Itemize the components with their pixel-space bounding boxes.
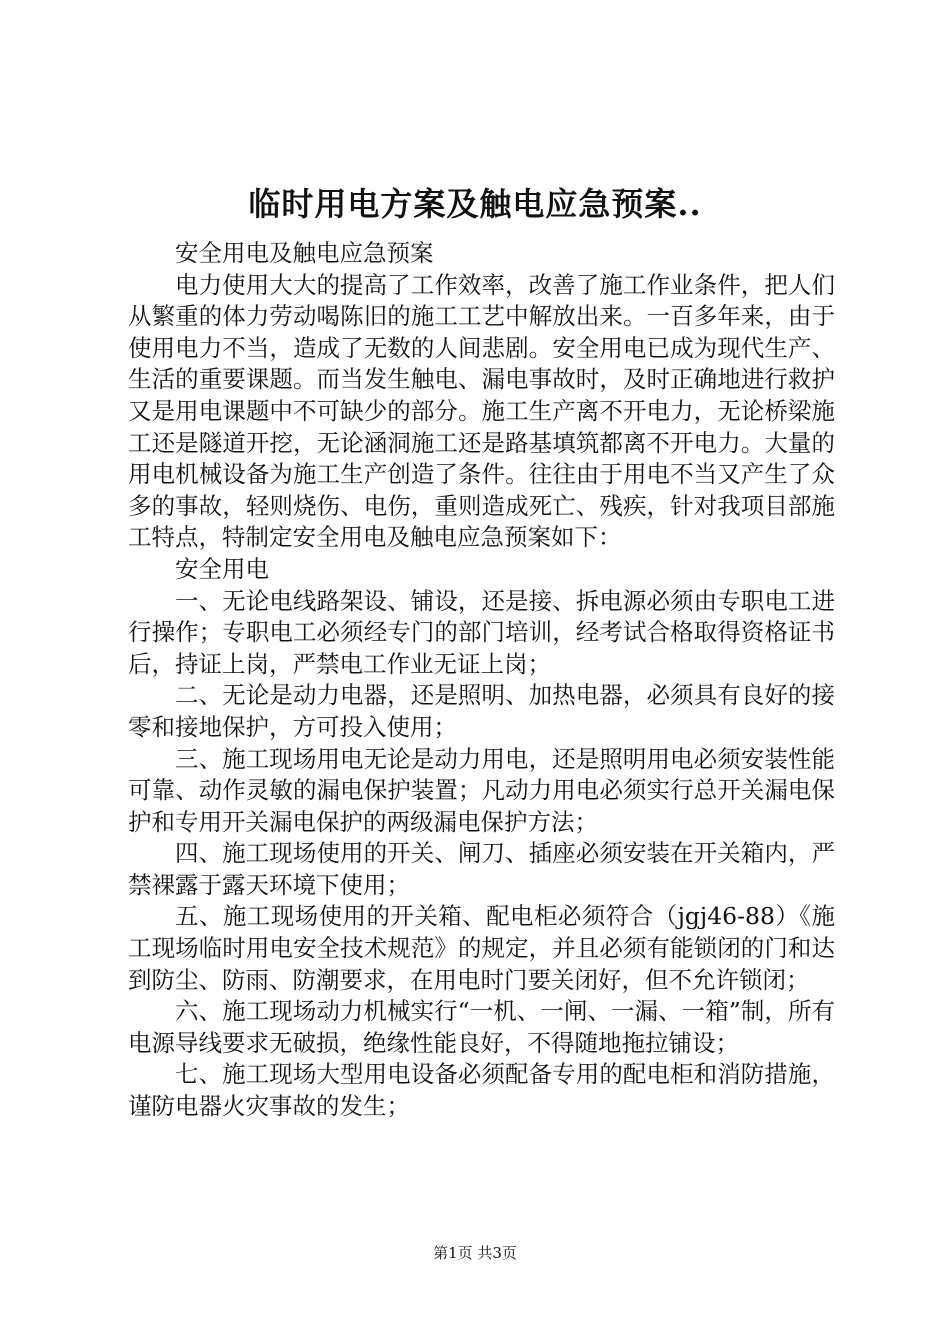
paragraph-rule-3: 三、施工现场用电无论是动力用电，还是照明用电必须安装性能可靠、动作灵敏的漏电保护装置；凡动力用电必须实行总开关漏电保护和专用开关漏电保护的两级漏电保护方法； [128,744,835,836]
paragraph-rule-4: 四、施工现场使用的开关、闸刀、插座必须安装在开关箱内，严禁裸露于露天环境下使用； [128,839,835,899]
paragraph-heading-1: 安全用电及触电应急预案 [175,239,434,267]
paragraph-rule-2: 二、无论是动力电器，还是照明、加热电器，必须具有良好的接零和接地保护，方可投入使用； [128,681,835,741]
paragraph-rule-7: 七、施工现场大型用电设备必须配备专用的配电柜和消防措施，谨防电器火灾事故的发生； [128,1060,835,1121]
paragraph-rule-1: 一、无论电线路架设、铺设，还是接、拆电源必须由专职电工进行操作；专职电工必须经专门的部门培训，经考试合格取得资格证书后，持证上岗，严禁电工作业无证上岗； [128,586,835,678]
document-title: 临时用电方案及触电应急预案.. [248,185,702,223]
paragraph-rule-5: 五、施工现场使用的开关箱、配电柜必须符合（jgj46-88）《施工现场临时用电安全技术规范》的规定，并且必须有能锁闭的门和达到防尘、防雨、防潮要求，在用电时门要关闭好，但不允许锁闭； [128,902,835,994]
paragraph-heading-2: 安全用电 [175,554,269,583]
paragraph-intro: 电力使用大大的提高了工作效率，改善了施工作业条件，把人们从繁重的体力劳动喝陈旧的施工工艺中解放出来。一百多年来，由于使用电力不当，造成了无数的人间悲剧。安全用电已成为现代生产、生活的重要课题。而当发生触电、漏电事故时，及时正确地进行救护又是用电课题中不可缺少的部分。施工生产离不开电力，无论桥梁施工还是隧道开挖，无论涵洞施工还是路基填筑都离不开电力。大量的用电机械设备为施工生产创造了条件。往往由于用电不当又产生了众多的事故，轻则烧伤、电伤，重则造成死亡、残疾，针对我项目部施工特点，特制定安全用电及触电应急预案如下： [128,270,835,552]
page-footer: 第1页 共3页 [433,1244,517,1262]
document-body [128,238,835,1123]
paragraph-rule-6: 六、施工现场动力机械实行“一机、一闸、一漏、一箱”制，所有电源导线要求无破损，绝缘性能良好，不得随地拖拉铺设； [128,997,835,1057]
